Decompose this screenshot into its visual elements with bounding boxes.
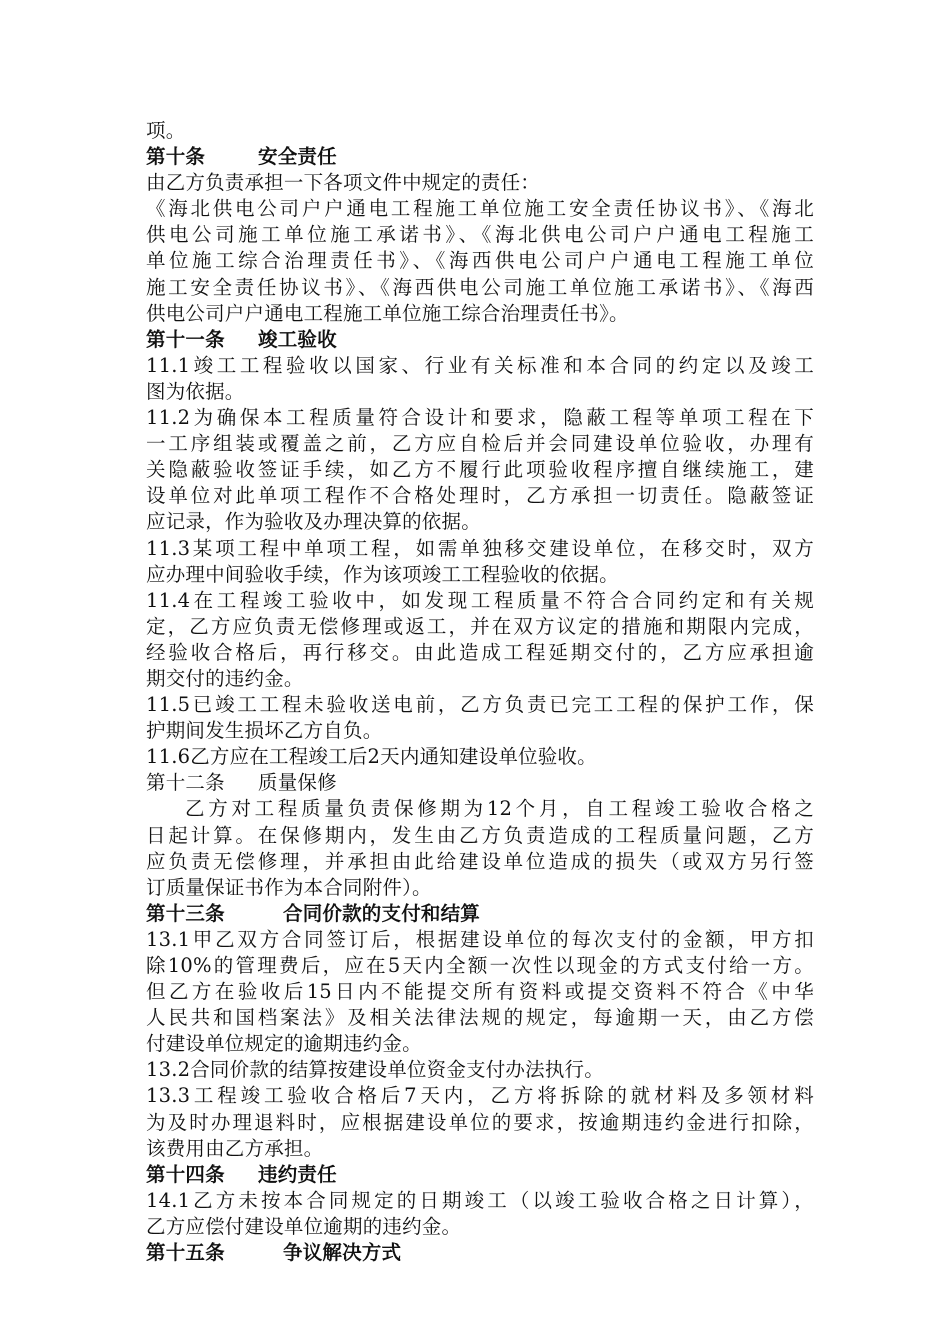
body-text-line: 关隐蔽验收签证手续，如乙方不履行此项验收程序擅自继续施工，建 <box>146 458 814 482</box>
article-heading <box>146 1240 814 1266</box>
body-text-line: 11.2为确保本工程质量符合设计和要求，隐蔽工程等单项工程在下 <box>146 406 814 430</box>
body-text-line: 期交付的违约金。 <box>146 666 304 690</box>
article-number: 第十二条 <box>146 771 225 795</box>
body-text-line: 11.4在工程竣工验收中，如发现工程质量不符合合同约定和有关规 <box>146 588 814 612</box>
body-text-line: 14.1乙方未按本合同规定的日期竣工（以竣工验收合格之日计算）， <box>146 1188 814 1212</box>
article-heading <box>146 770 814 796</box>
body-text-line: 13.1甲乙双方合同签订后，根据建设单位的每次支付的金额，甲方扣 <box>146 927 814 951</box>
body-text-line: 13.3工程竣工验收合格后7天内，乙方将拆除的就材料及多领材料 <box>146 1084 814 1108</box>
body-text-line: 一工序组装或覆盖之前，乙方应自检后并会同建设单位验收，办理有 <box>146 432 814 456</box>
body-text-line: 乙方对工程质量负责保修期为12个月，自工程竣工验收合格之 <box>185 797 814 821</box>
article-title: 争议解决方式 <box>283 1241 402 1265</box>
body-text-line: 供电公司户户通电工程施工单位施工综合治理责任书》。 <box>146 301 629 325</box>
body-text-line: 为及时办理退料时，应根据建设单位的要求，按逾期违约金进行扣除， <box>146 1110 814 1134</box>
body-text-line: 付建设单位规定的逾期违约金。 <box>146 1032 422 1056</box>
body-text-line: 订质量保证书作为本合同附件）。 <box>146 875 432 899</box>
body-text-line: 施工安全责任协议书》、《海西供电公司施工单位施工承诺书》、《海西 <box>146 275 814 299</box>
body-text-line: 经验收合格后，再行移交。由此造成工程延期交付的，乙方应承担逾 <box>146 640 814 664</box>
article-number: 第十一条 <box>146 327 225 351</box>
body-text-line: 定，乙方应负责无偿修理或返工，并在双方议定的措施和期限内完成， <box>146 614 814 638</box>
body-text-line: 但乙方在验收后15日内不能提交所有资料或提交资料不符合《中华 <box>146 980 814 1004</box>
body-text-line: 应办理中间验收手续，作为该项竣工工程验收的依据。 <box>146 562 619 586</box>
body-text-line: 11.3某项工程中单项工程，如需单独移交建设单位，在移交时，双方 <box>146 536 814 560</box>
body-text-line: 11.5已竣工工程未验收送电前，乙方负责已完工工程的保护工作，保 <box>146 693 814 717</box>
body-text-line: 供电公司施工单位施工承诺书》、《海北供电公司户户通电工程施工 <box>146 223 814 247</box>
body-text-line: 11.1竣工工程验收以国家、行业有关标准和本合同的约定以及竣工 <box>146 353 814 377</box>
body-text-line: 人民共和国档案法》及相关法律法规的规定，每逾期一天，由乙方偿 <box>146 1006 814 1030</box>
article-number: 第十条 <box>146 145 206 169</box>
body-text-line: 日起计算。在保修期内，发生由乙方负责造成的工程质量问题，乙方 <box>146 823 814 847</box>
body-text-line: 11.6乙方应在工程竣工后2天内通知建设单位验收。 <box>146 745 597 769</box>
body-text-line: 护期间发生损坏乙方自负。 <box>146 719 383 743</box>
body-text-line: 设单位对此单项工程作不合格处理时，乙方承担一切责任。隐蔽签证 <box>146 484 814 508</box>
article-number: 第十五条 <box>146 1241 225 1265</box>
article-title: 违约责任 <box>258 1162 337 1186</box>
body-text-line: 单位施工综合治理责任书》、《海西供电公司户户通电工程施工单位 <box>146 249 814 273</box>
body-text-line: 该费用由乙方承担。 <box>146 1136 324 1160</box>
document-page <box>146 118 814 1266</box>
article-heading <box>146 327 814 353</box>
article-title: 安全责任 <box>258 145 337 169</box>
body-text-line: 由乙方负责承担一下各项文件中规定的责任： <box>146 171 541 195</box>
body-text-line: 《海北供电公司户户通电工程施工单位施工安全责任协议书》、《海北 <box>146 197 814 221</box>
article-number: 第十三条 <box>146 901 225 925</box>
body-text-line: 项。 <box>146 119 186 142</box>
article-title: 合同价款的支付和结算 <box>283 901 481 925</box>
article-heading <box>146 1162 814 1188</box>
body-text-line: 乙方应偿付建设单位逾期的违约金。 <box>146 1214 462 1238</box>
body-text-line: 13.2合同价款的结算按建设单位资金支付办法执行。 <box>146 1058 604 1082</box>
article-title: 竣工验收 <box>258 327 337 351</box>
body-text-line: 应负责无偿修理，并承担由此给建设单位造成的损失（或双方另行签 <box>146 849 814 873</box>
article-number: 第十四条 <box>146 1162 225 1186</box>
article-title: 质量保修 <box>258 771 337 795</box>
article-heading <box>146 144 814 170</box>
body-text-line: 应记录，作为验收及办理决算的依据。 <box>146 510 481 534</box>
body-text-line: 图为依据。 <box>146 379 245 403</box>
body-text-line: 除10%的管理费后，应在5天内全额一次性以现金的方式支付给一方。 <box>146 954 814 977</box>
article-heading <box>146 901 814 927</box>
